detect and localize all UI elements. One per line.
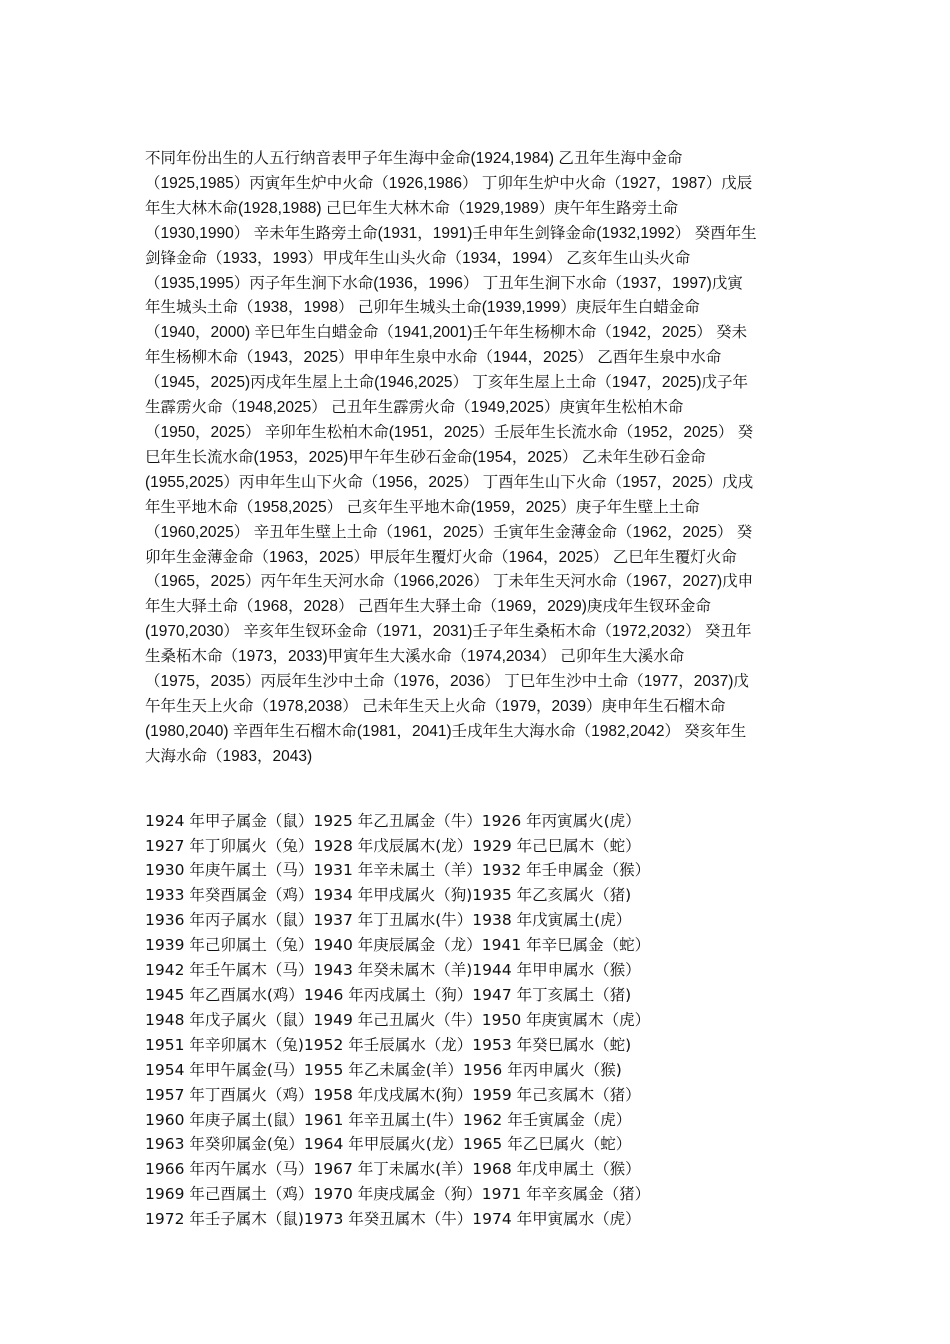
zodiac-list-line: 1939 年己卯属土（兔）1940 年庚辰属金（龙）1941 年辛巳属金（蛇）	[145, 936, 651, 955]
paragraph-line: (1970,2030） 辛亥年生钗环金命（1971，2031)壬子年生桑柘木命（1972,2032） 癸丑年	[145, 623, 752, 641]
paragraph-line: （1935,1995）丙子年生涧下水命(1936，1996） 丁丑年生涧下水命（1937，1997)戊寅	[145, 274, 743, 292]
paragraph-line: 年生城头土命（1938，1998） 己卯年生城头土命(1939,1999）庚辰年生白蜡金命	[145, 299, 700, 317]
zodiac-list-line: 1963 年癸卯属金(兔）1964 年甲辰属火(龙）1965 年乙巳属火（蛇）	[145, 1135, 632, 1154]
paragraph-line: (1980,2040) 辛酉年生石榴木命(1981，2041)壬戌年生大海水命（1982,2042） 癸亥年生	[145, 722, 747, 740]
paragraph-line: 年生大林木命(1928,1988) 己巳年生大林木命（1929,1989）庚午年生路旁土命	[145, 199, 679, 217]
paragraph-line: （1960,2025） 辛丑年生壁上土命（1961，2025）壬寅年生金薄金命（1962，2025） 癸	[145, 523, 753, 541]
paragraph-line: 大海水命（1983，2043)	[145, 747, 313, 765]
zodiac-list-line: 1954 年甲午属金(马）1955 年乙未属金(羊）1956 年丙申属火（猴)	[145, 1060, 622, 1079]
paragraph-line: 年生平地木命（1958,2025） 己亥年生平地木命(1959，2025）庚子年生壁上土命	[145, 498, 700, 516]
zodiac-list-line: 1930 年庚午属土（马）1931 年辛未属土（羊）1932 年壬申属金（猴）	[145, 861, 651, 880]
paragraph-line: 年生大驿土命（1968，2028） 己酉年生大驿土命（1969，2029)庚戌年生钗环金命	[145, 598, 711, 616]
zodiac-list-line: 1945 年乙酉属水(鸡）1946 年丙戌属土（狗）1947 年丁亥属土（猪)	[145, 986, 632, 1004]
zodiac-list-line: 1972 年壬子属木（鼠)1973 年癸丑属木（牛）1974 年甲寅属水（虎）	[145, 1210, 641, 1229]
paragraph-line: 不同年份出生的人五行纳音表甲子年生海中金命(1924,1984) 乙丑年生海中金命	[145, 150, 683, 167]
paragraph-line: （1940，2000) 辛巳年生白蜡金命（1941,2001)壬午年生杨柳木命（1942，2025） 癸未	[145, 324, 748, 342]
paragraph-line: 年生杨柳木命（1943，2025）甲申年生泉中水命（1944，2025） 乙酉年生泉中水命	[145, 349, 722, 367]
zodiac-list-line: 1936 年丙子属水（鼠）1937 年丁丑属水(牛）1938 年戊寅属土(虎）	[145, 911, 632, 930]
nayin-table-paragraph	[145, 147, 807, 770]
paragraph-line: 卯年生金薄金命（1963，2025）甲辰年生覆灯火命（1964，2025） 乙巳年生覆灯火命	[145, 548, 737, 566]
zodiac-list-line: 1948 年戊子属火（鼠）1949 年己丑属火（牛）1950 年庚寅属木（虎）	[145, 1010, 651, 1029]
paragraph-line: （1930,1990） 辛未年生路旁土命(1931，1991)壬申年生剑锋金命(1932,1992） 癸酉年生	[145, 224, 757, 242]
paragraph-line: （1975，2035）丙辰年生沙中土命（1976，2036） 丁巳年生沙中土命（1977，2037)戊	[145, 673, 749, 691]
paragraph-line: （1945，2025)丙戌年生屋上土命(1946,2025） 丁亥年生屋上土命（1947，2025)戊子年	[145, 374, 748, 392]
paragraph-line: 生霹雳火命（1948,2025） 己丑年生霹雳火命（1949,2025）庚寅年生松柏木命	[145, 399, 684, 417]
zodiac-list-line: 1960 年庚子属土(鼠）1961 年辛丑属土(牛）1962 年壬寅属金（虎）	[145, 1110, 632, 1129]
zodiac-list-line: 1927 年丁卯属火（兔）1928 年戊辰属木(龙）1929 年己巳属木（蛇）	[145, 836, 641, 855]
zodiac-list-line: 1933 年癸酉属金（鸡）1934 年甲戌属火（狗)1935 年乙亥属火（猪)	[145, 886, 632, 905]
paragraph-line: 巳年生长流水命(1953，2025)甲午年生砂石金命(1954，2025） 乙未年生砂石金命	[145, 448, 706, 466]
zodiac-list-line: 1966 年丙午属水（马）1967 年丁未属水(羊）1968 年戊申属土（猴）	[145, 1160, 641, 1179]
document-page	[145, 147, 807, 1232]
zodiac-element-list	[145, 809, 807, 1232]
paragraph-line: 午年生天上火命（1978,2038） 己未年生天上火命（1979，2039）庚申年生石榴木命	[145, 697, 726, 715]
paragraph-line: 生桑柘木命（1973，2033)甲寅年生大溪水命（1974,2034） 己卯年生大溪水命	[145, 648, 685, 666]
paragraph-line: （1950，2025） 辛卯年生松柏木命(1951，2025）壬辰年生长流水命（1952，2025） 癸	[145, 423, 754, 441]
zodiac-list-line: 1924 年甲子属金（鼠）1925 年乙丑属金（牛）1926 年丙寅属火(虎）	[145, 811, 641, 830]
zodiac-list-line: 1942 年壬午属木（马）1943 年癸未属木（羊)1944 年甲申属水（猴）	[145, 961, 641, 980]
zodiac-list-line: 1957 年丁酉属火（鸡）1958 年戊戌属木(狗）1959 年己亥属木（猪）	[145, 1085, 641, 1104]
paragraph-line: （1925,1985）丙寅年生炉中火命（1926,1986） 丁卯年生炉中火命（1927，1987）戊辰	[145, 174, 753, 192]
paragraph-line: (1955,2025）丙申年生山下火命（1956，2025） 丁酉年生山下火命（1957，2025）戊戌	[145, 473, 754, 491]
paragraph-line: 剑锋金命（1933，1993）甲戌年生山头火命（1934，1994） 乙亥年生山头火命	[145, 249, 691, 267]
paragraph-line: （1965，2025）丙午年生天河水命（1966,2026） 丁未年生天河水命（1967，2027)戊申	[145, 573, 754, 591]
zodiac-list-line: 1969 年己酉属土（鸡）1970 年庚戌属金（狗）1971 年辛亥属金（猪）	[145, 1185, 651, 1204]
zodiac-list-line: 1951 年辛卯属木（兔)1952 年壬辰属水（龙）1953 年癸巳属水（蛇)	[145, 1035, 632, 1054]
